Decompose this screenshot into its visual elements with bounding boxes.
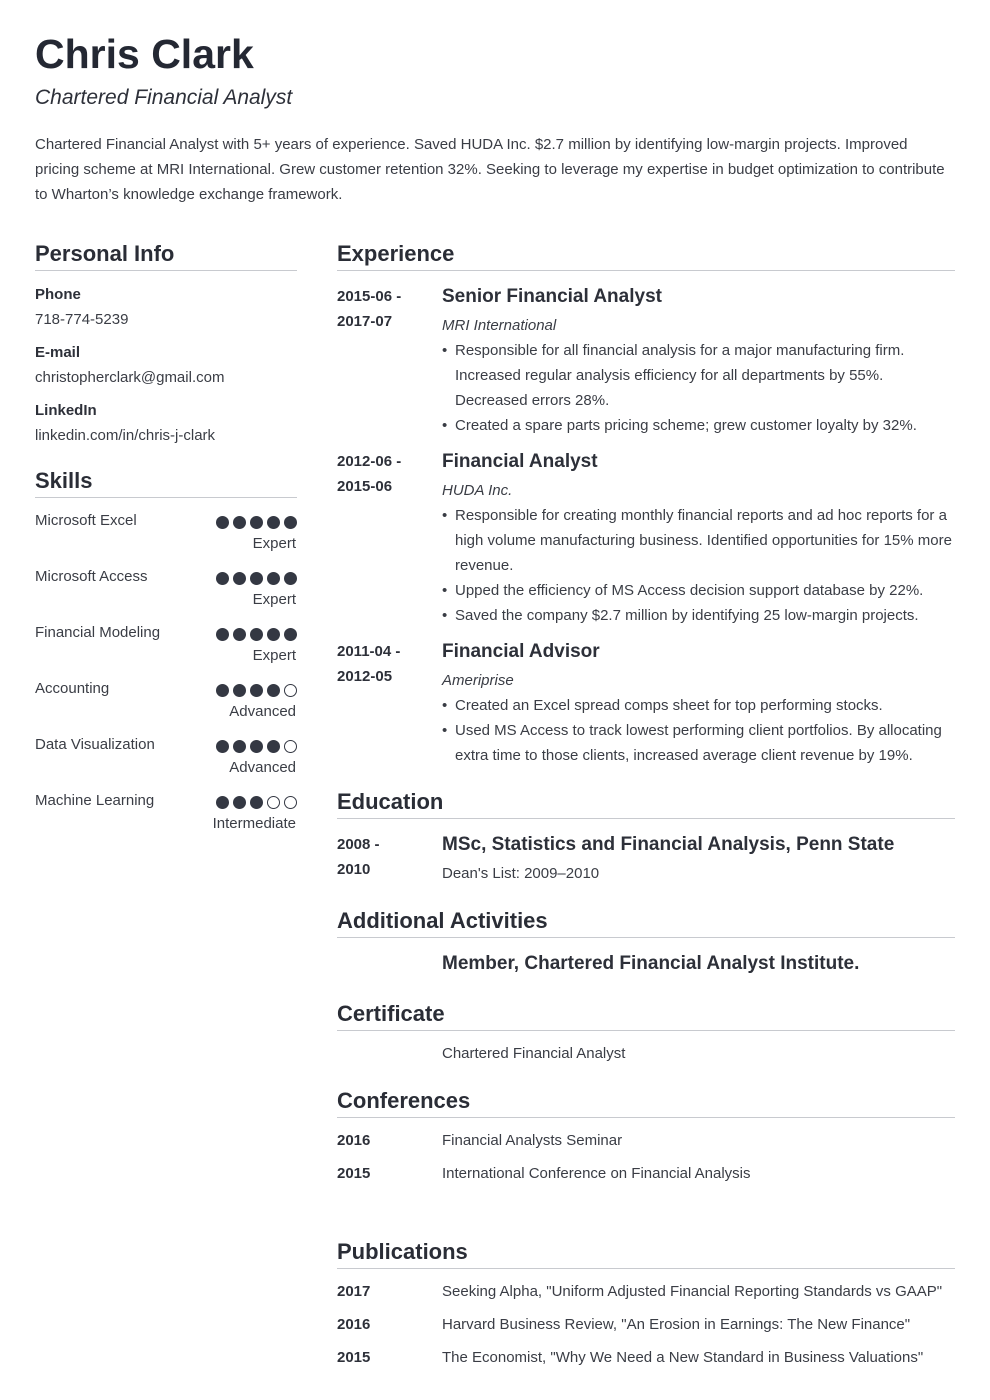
rating-dot-filled-icon	[284, 572, 297, 585]
conference-item	[337, 1161, 955, 1194]
personal-info-section	[35, 241, 297, 456]
activities-heading: Additional Activities	[337, 908, 955, 938]
rating-dot-filled-icon	[216, 684, 229, 697]
email-label: E-mail	[35, 344, 81, 361]
email-value: christopherclark@gmail.com	[35, 369, 225, 386]
rating-dot-empty-icon	[284, 796, 297, 809]
job-role: Senior Financial Analyst	[442, 286, 662, 307]
skill-rating	[216, 628, 297, 641]
job-company: MRI International	[442, 317, 557, 334]
job-date	[337, 449, 427, 499]
rating-dot-filled-icon	[233, 516, 246, 529]
conference-name: Financial Analysts Seminar	[442, 1132, 623, 1149]
publication-item	[337, 1312, 955, 1345]
skill-level: Expert	[252, 591, 296, 608]
publication-year: 2017	[337, 1283, 371, 1300]
rating-dot-filled-icon	[284, 516, 297, 529]
job-bullet: • Responsible for all financial analysis for a major manufacturing firm. Increased regular analysis efficiency for all departments by 55%. Decreased errors 28%.	[442, 338, 955, 413]
job-date-start: 2011-04 -	[337, 643, 401, 660]
skill-name: Microsoft Excel	[35, 512, 137, 529]
job-bullet: • Used MS Access to track lowest performing client portfolios. By allocating extra time to those clients, increased average client revenue by 19%.	[442, 718, 955, 768]
skill-rating	[216, 740, 297, 753]
conference-item	[337, 1128, 955, 1161]
certificate-heading: Certificate	[337, 1001, 955, 1031]
conferences-heading: Conferences	[337, 1088, 955, 1118]
job-company: Ameriprise	[442, 672, 514, 689]
job-bullet: • Created an Excel spread comps sheet for top performing stocks.	[442, 693, 955, 718]
rating-dot-filled-icon	[267, 740, 280, 753]
rating-dot-filled-icon	[284, 628, 297, 641]
publication-year: 2015	[337, 1349, 371, 1366]
education-date	[337, 832, 427, 882]
skill-item	[35, 735, 297, 791]
summary: Chartered Financial Analyst with 5+ years of experience. Saved HUDA Inc. $2.7 million by identifying low-margin projects. Improved pricing scheme at MRI International. Grew customer retention 32%. Seeking to leverage my expertise in budget optimization to contribute to Wharton’s knowledge exchange framework.	[35, 136, 945, 203]
rating-dot-filled-icon	[267, 628, 280, 641]
education-date-end: 2010	[337, 861, 371, 878]
skill-item	[35, 679, 297, 735]
skill-name: Machine Learning	[35, 792, 155, 809]
job-entry	[337, 449, 955, 628]
rating-dot-empty-icon	[284, 684, 297, 697]
rating-dot-filled-icon	[233, 684, 246, 697]
rating-dot-filled-icon	[250, 684, 263, 697]
job-bullet: • Responsible for creating monthly financial reports and ad hoc reports for a high volume manufacturing business. Identified opportunities for 15% more revenue.	[442, 503, 955, 578]
skill-rating	[216, 796, 297, 809]
rating-dot-filled-icon	[216, 628, 229, 641]
job-date-start: 2012-06 -	[337, 453, 402, 470]
rating-dot-filled-icon	[267, 572, 280, 585]
skill-rating	[216, 684, 297, 697]
rating-dot-filled-icon	[250, 628, 263, 641]
skill-rating	[216, 516, 297, 529]
conference-name: International Conference on Financial Analysis	[442, 1165, 751, 1182]
rating-dot-filled-icon	[233, 740, 246, 753]
job-date	[337, 284, 427, 334]
skills-heading: Skills	[35, 468, 297, 498]
conference-year: 2015	[337, 1165, 371, 1182]
job-bullet: • Upped the efficiency of MS Access decision support database by 22%.	[442, 578, 955, 603]
education-entry	[337, 832, 955, 886]
education-date-start: 2008 -	[337, 836, 380, 853]
skill-name: Data Visualization	[35, 736, 155, 753]
skill-item	[35, 567, 297, 623]
job-date-start: 2015-06 -	[337, 288, 402, 305]
rating-dot-filled-icon	[267, 516, 280, 529]
job-bullet: • Saved the company $2.7 million by identifying 25 low-margin projects.	[442, 603, 955, 628]
skill-item	[35, 791, 297, 847]
rating-dot-filled-icon	[216, 516, 229, 529]
rating-dot-filled-icon	[267, 684, 280, 697]
job-date-end: 2015-06	[337, 478, 393, 495]
skill-name: Financial Modeling	[35, 624, 161, 641]
skill-rating	[216, 572, 297, 585]
skill-level: Advanced	[229, 759, 296, 776]
conference-year: 2016	[337, 1132, 371, 1149]
rating-dot-filled-icon	[216, 572, 229, 585]
publication-item	[337, 1279, 955, 1312]
rating-dot-filled-icon	[250, 796, 263, 809]
personal-info-heading: Personal Info	[35, 241, 297, 271]
skills-list	[35, 511, 297, 847]
skill-name: Microsoft Access	[35, 568, 148, 585]
rating-dot-filled-icon	[233, 572, 246, 585]
rating-dot-filled-icon	[233, 796, 246, 809]
job-date-end: 2012-05	[337, 668, 393, 685]
publication-year: 2016	[337, 1316, 371, 1333]
education-note: Dean's List: 2009–2010	[442, 865, 600, 882]
education-heading: Education	[337, 789, 955, 819]
rating-dot-filled-icon	[216, 740, 229, 753]
skill-level: Advanced	[229, 703, 296, 720]
job-entry	[337, 284, 955, 438]
skill-item	[35, 623, 297, 679]
rating-dot-filled-icon	[250, 516, 263, 529]
rating-dot-empty-icon	[267, 796, 280, 809]
publication-title: Seeking Alpha, "Uniform Adjusted Financial Reporting Standards vs GAAP"	[442, 1283, 943, 1300]
linkedin-value: linkedin.com/in/chris-j-clark	[35, 427, 216, 444]
main-column	[337, 241, 955, 1378]
job-entry	[337, 639, 955, 768]
candidate-name: Chris Clark	[35, 31, 254, 77]
skill-level: Expert	[252, 535, 296, 552]
job-role: Financial Advisor	[442, 641, 600, 662]
skill-level: Expert	[252, 647, 296, 664]
job-bullet: • Created a spare parts pricing scheme; grew customer loyalty by 32%.	[442, 413, 955, 438]
rating-dot-filled-icon	[233, 628, 246, 641]
skills-section	[35, 468, 297, 847]
skill-level: Intermediate	[212, 815, 296, 832]
publication-item	[337, 1345, 955, 1378]
phone-label: Phone	[35, 286, 81, 303]
publication-title: Harvard Business Review, "An Erosion in Earnings: The New Finance"	[442, 1316, 911, 1333]
phone-value: 718-774-5239	[35, 311, 129, 328]
education-degree: MSc, Statistics and Financial Analysis, Penn State	[442, 834, 895, 855]
job-date-end: 2017-07	[337, 313, 393, 330]
linkedin-label: LinkedIn	[35, 402, 97, 419]
job-date	[337, 639, 427, 689]
publications-heading: Publications	[337, 1239, 955, 1269]
rating-dot-filled-icon	[216, 796, 229, 809]
job-company: HUDA Inc.	[442, 482, 513, 499]
candidate-title: Chartered Financial Analyst	[35, 86, 293, 109]
skill-name: Accounting	[35, 680, 110, 697]
job-role: Financial Analyst	[442, 451, 598, 472]
rating-dot-empty-icon	[284, 740, 297, 753]
experience-heading: Experience	[337, 241, 955, 271]
certificate-text: Chartered Financial Analyst	[442, 1045, 626, 1062]
rating-dot-filled-icon	[250, 572, 263, 585]
publication-title: The Economist, "Why We Need a New Standard in Business Valuations"	[442, 1349, 924, 1366]
activity-text: Member, Chartered Financial Analyst Institute.	[442, 953, 860, 974]
skill-item	[35, 511, 297, 567]
rating-dot-filled-icon	[250, 740, 263, 753]
